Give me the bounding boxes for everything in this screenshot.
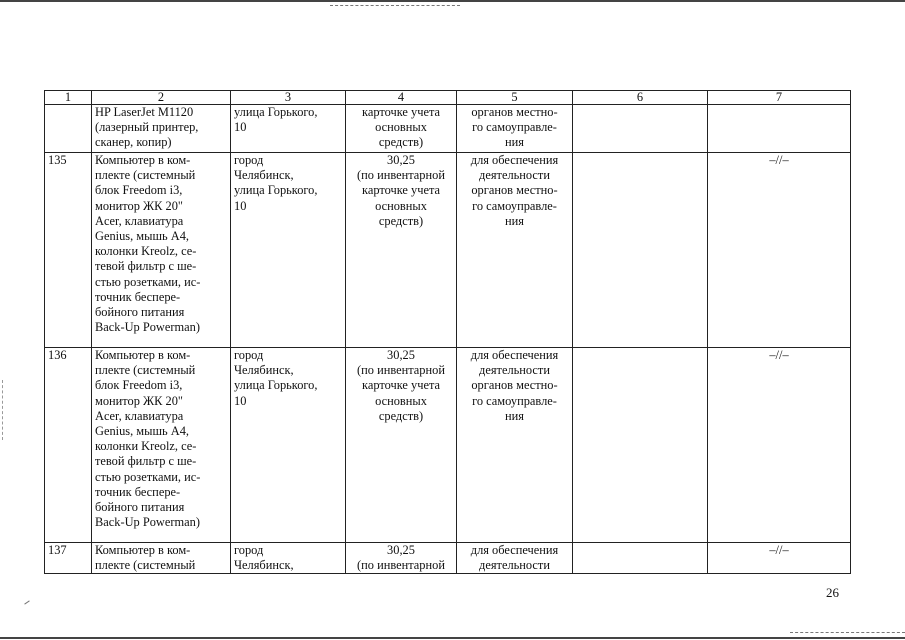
column-header-3: 3 (231, 91, 346, 105)
scan-artifact-top (330, 5, 460, 6)
cell-address: город Челябинск, улица Горького, 10 (231, 153, 346, 348)
cell-col7: –//– (708, 543, 851, 574)
cell-cost: 30,25 (по инвентарной карточке учета основных средств) (346, 348, 457, 543)
cell-cost: карточке учета основных средств) (346, 105, 457, 153)
scan-artifact-left (2, 380, 3, 440)
cell-col6 (573, 348, 708, 543)
table-row (45, 153, 851, 348)
cell-name: Компьютер в ком- плекте (системный блок Freedom i3, монитор ЖК 20" Acer, клавиатура Genius, мышь A4, колонки Kreolz, се- тевой фильтр с ше- стью розетками, ис- точник беспере- бойного питания Back-Up Powerman) (92, 153, 231, 348)
cell-col7 (708, 105, 851, 153)
table-header-row (45, 91, 851, 105)
cell-number: 137 (45, 543, 92, 574)
cell-col7: –//– (708, 348, 851, 543)
table-row (45, 348, 851, 543)
cell-purpose: для обеспечения деятельности органов местно- го самоуправле- ния (457, 348, 573, 543)
cell-name: Компьютер в ком- плекте (системный (92, 543, 231, 574)
cell-address: город Челябинск, (231, 543, 346, 574)
scan-artifact-bottom (790, 632, 905, 633)
cell-name: Компьютер в ком- плекте (системный блок Freedom i3, монитор ЖК 20" Acer, клавиатура Genius, мышь A4, колонки Kreolz, се- тевой фильтр с ше- стью розетками, ис- точник беспере- бойного питания Back-Up Powerman) (92, 348, 231, 543)
column-header-6: 6 (573, 91, 708, 105)
property-table (44, 90, 851, 574)
scan-edge-top (0, 0, 905, 2)
cell-col6 (573, 105, 708, 153)
table-row (45, 105, 851, 153)
cell-purpose: для обеспечения деятельности (457, 543, 573, 574)
column-header-4: 4 (346, 91, 457, 105)
cell-number: 136 (45, 348, 92, 543)
cell-col6 (573, 543, 708, 574)
scan-edge-bottom (0, 637, 905, 639)
table-row (45, 543, 851, 574)
cell-name: HP LaserJet M1120 (лазерный принтер, сканер, копир) (92, 105, 231, 153)
cell-address: город Челябинск, улица Горького, 10 (231, 348, 346, 543)
cell-col7: –//– (708, 153, 851, 348)
page-number: 26 (826, 585, 839, 600)
cell-address: улица Горького, 10 (231, 105, 346, 153)
scan-speck (24, 600, 29, 604)
column-header-2: 2 (92, 91, 231, 105)
cell-cost: 30,25 (по инвентарной (346, 543, 457, 574)
cell-number (45, 105, 92, 153)
column-header-1: 1 (45, 91, 92, 105)
cell-purpose: органов местно- го самоуправле- ния (457, 105, 573, 153)
column-header-5: 5 (457, 91, 573, 105)
cell-cost: 30,25 (по инвентарной карточке учета основных средств) (346, 153, 457, 348)
column-header-7: 7 (708, 91, 851, 105)
cell-number: 135 (45, 153, 92, 348)
cell-col6 (573, 153, 708, 348)
cell-purpose: для обеспечения деятельности органов местно- го самоуправле- ния (457, 153, 573, 348)
